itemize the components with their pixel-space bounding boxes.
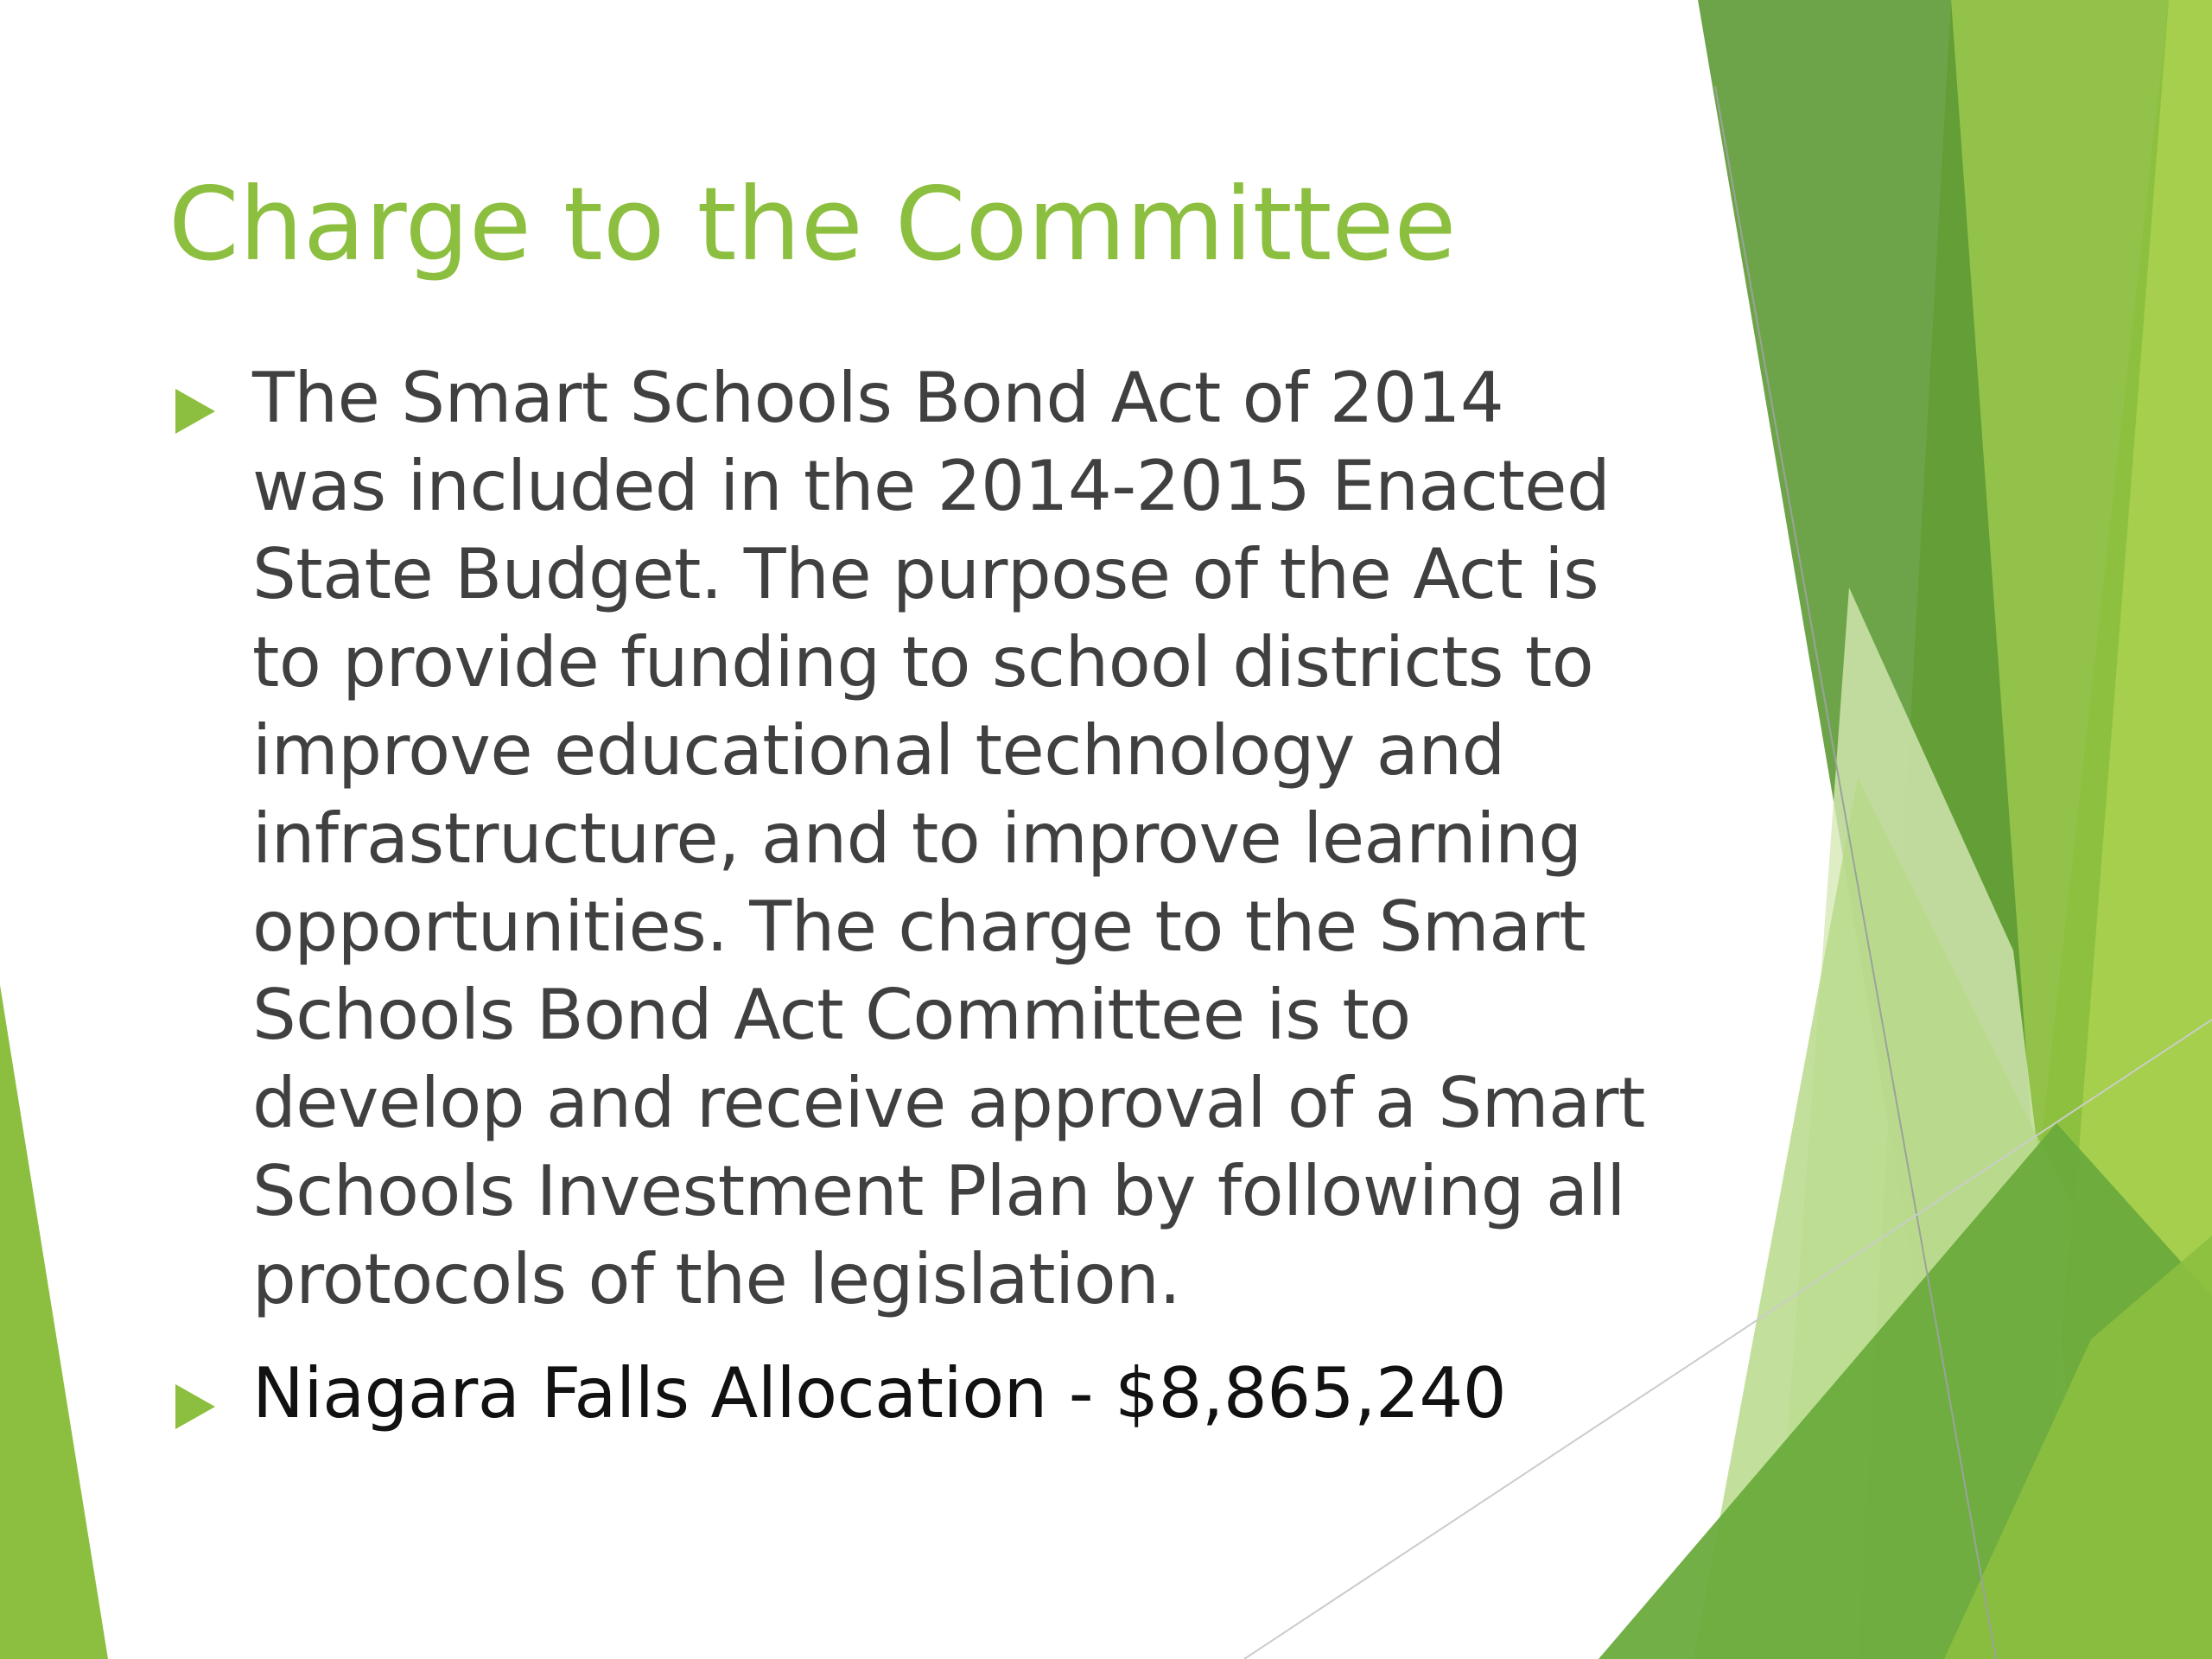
bullet-item: [168, 1350, 1655, 1438]
bullet-text-allocation: Niagara Falls Allocation - $8,865,240: [252, 1353, 1507, 1433]
slide-title: Charge to the Committee: [168, 165, 1457, 283]
triangle-right-icon: [175, 389, 215, 434]
bullet-list: [168, 354, 1655, 1464]
bullet-text-description: The Smart Schools Bond Act of 2014 was included in the 2014-2015 Enacted State Budget. The purpose of the Act is to provide funding to school districts to improve educational technology and infrastructure, and to improve learning opportunities. The charge to the Smart Schools Bond Act Committee is to develop and receive approval of a Smart Schools Investment Plan by following all protocols of the legislation.: [252, 358, 1645, 1319]
triangle-right-icon: [175, 1384, 215, 1429]
deco-shape-left: [0, 985, 108, 1659]
bullet-item: [168, 354, 1655, 1324]
